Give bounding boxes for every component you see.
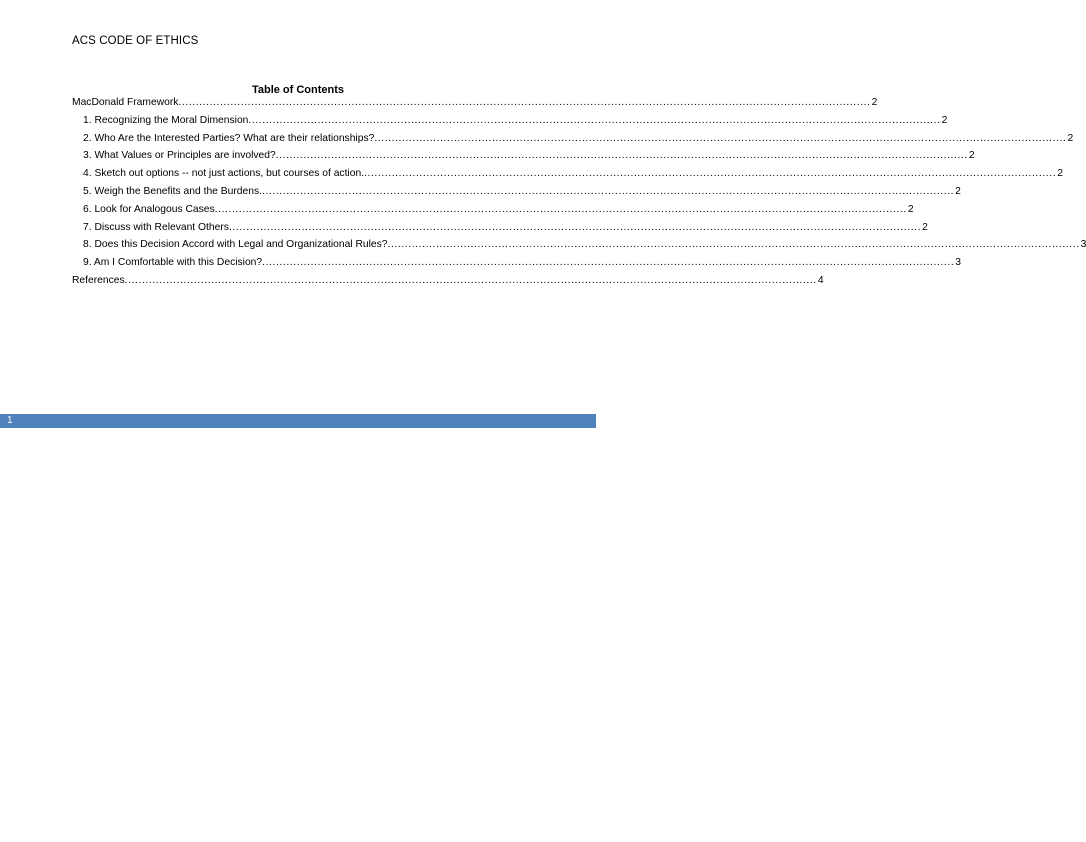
toc-entry-label: 2. Who Are the Interested Parties? What are their relationships? xyxy=(83,132,375,144)
toc-entry-page: 3 xyxy=(955,257,962,269)
toc-entry-page: 2 xyxy=(907,203,914,215)
toc-entry-page: 2 xyxy=(941,114,948,126)
toc-leader-dots: ........................................................................................................................................................................................................ xyxy=(261,185,955,197)
toc-entry[interactable] xyxy=(72,257,962,275)
toc-entry[interactable] xyxy=(72,168,1063,186)
toc-entry[interactable] xyxy=(72,97,878,115)
toc-entry-page: 2 xyxy=(1067,132,1074,144)
toc-entry-page: 2 xyxy=(922,221,928,233)
document-header: ACS CODE OF ETHICS xyxy=(72,35,199,47)
toc-entry-label: 4. Sketch out options -- not just actions, but courses of action. xyxy=(83,168,365,180)
toc-entry-page: 4 xyxy=(817,274,824,286)
toc-leader-dots: ........................................................................................................................................................................................................ xyxy=(364,168,1057,180)
toc-entry-label: 7. Discuss with Relevant Others xyxy=(83,221,229,233)
toc-leader-dots: ........................................................................................................................................................................................................ xyxy=(275,150,968,162)
toc-entry-page: 2 xyxy=(968,150,975,162)
toc-entry-label: 1. Recognizing the Moral Dimension xyxy=(83,114,249,126)
page-footer-band xyxy=(0,414,596,428)
toc-entry-label: 9. Am I Comfortable with this Decision? xyxy=(83,257,263,269)
toc-entry-label: 5. Weigh the Benefits and the Burdens. xyxy=(83,185,262,197)
toc-leader-dots: ........................................................................................................................................................................................................ xyxy=(387,239,1080,251)
toc-entry[interactable] xyxy=(72,185,961,204)
toc-leader-dots: ........................................................................................................................................................................................................ xyxy=(262,257,955,269)
toc-entry[interactable] xyxy=(72,114,948,133)
table-of-contents xyxy=(72,97,1086,293)
toc-entry-page: 2 xyxy=(955,185,961,197)
toc-entry[interactable] xyxy=(72,150,975,168)
toc-entry-label: 3. What Values or Principles are involved? xyxy=(83,150,276,162)
toc-entry-label: 6. Look for Analogous Cases xyxy=(83,203,215,215)
toc-entry-label: MacDonald Framework xyxy=(72,97,179,108)
toc-leader-dots: ........................................................................................................................................................................................................ xyxy=(374,132,1067,144)
toc-leader-dots: ........................................................................................................................................................................................................ xyxy=(214,203,907,215)
toc-title: Table of Contents xyxy=(251,84,345,96)
toc-entry[interactable] xyxy=(72,132,1074,151)
toc-entry-label: References xyxy=(72,274,125,286)
toc-leader-dots: ........................................................................................................................................................................................................ xyxy=(178,97,871,108)
toc-entry[interactable] xyxy=(72,274,824,293)
toc-entry-label: 8. Does this Decision Accord with Legal and Organizational Rules? xyxy=(83,239,388,251)
toc-entry-page: 2 xyxy=(1057,168,1063,180)
toc-entry[interactable] xyxy=(72,221,928,240)
toc-leader-dots: ........................................................................................................................................................................................................ xyxy=(248,114,941,126)
toc-leader-dots: ........................................................................................................................................................................................................ xyxy=(228,221,922,233)
page-number: 1 xyxy=(7,415,13,426)
toc-leader-dots: ........................................................................................................................................................................................................ xyxy=(124,274,817,286)
toc-entry-page: 2 xyxy=(871,97,878,108)
toc-entry[interactable] xyxy=(72,203,914,222)
toc-entry[interactable] xyxy=(72,239,1086,257)
toc-entry-page: 3 xyxy=(1080,239,1086,251)
